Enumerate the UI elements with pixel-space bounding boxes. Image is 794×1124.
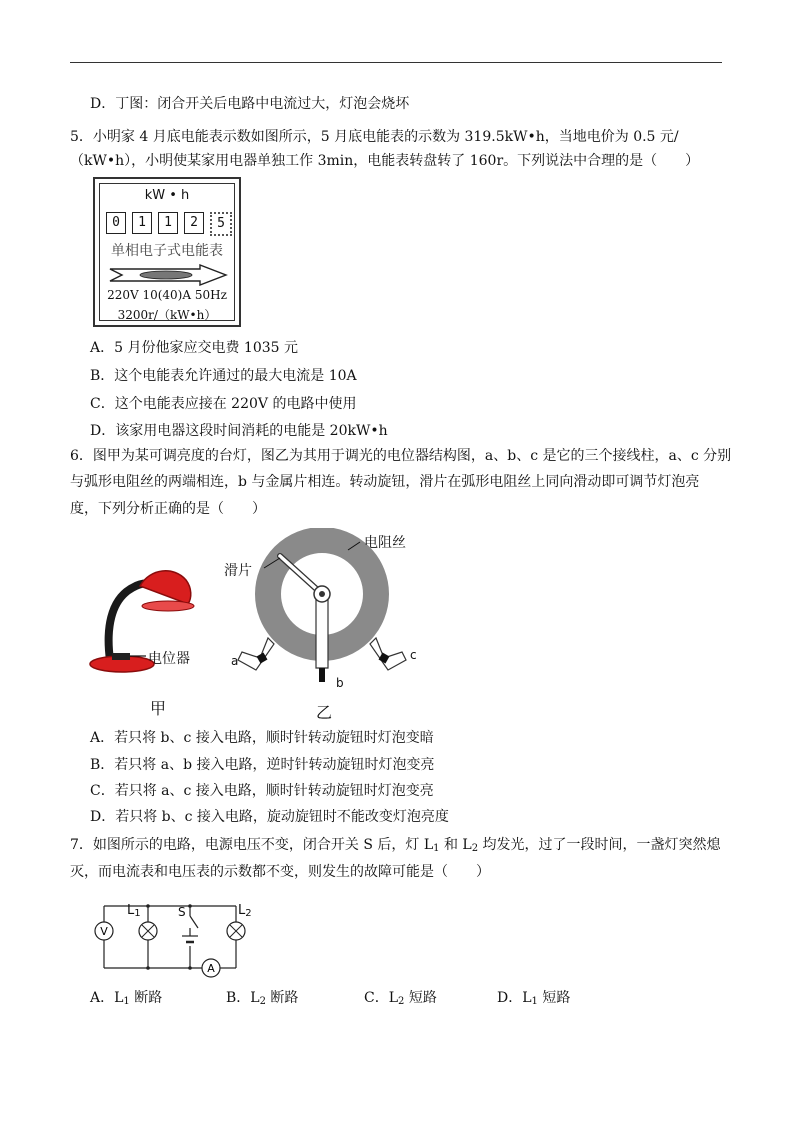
energy-meter-panel — [99, 183, 235, 321]
terminal-c-bracket — [370, 638, 406, 670]
rotation-axle-center — [319, 591, 325, 597]
lamp2-letter: L — [238, 903, 246, 918]
q7-stem-line2: 灭，而电流表和电压表的示数都不变，则发生的故障可能是（ ） — [70, 864, 490, 880]
metal-strip — [316, 594, 328, 668]
label-terminal-c: c — [410, 648, 417, 662]
label-terminal-a: a — [231, 654, 239, 668]
q7-option-b-pre: B．L — [226, 990, 260, 1006]
potentiometer-knob — [112, 653, 130, 660]
voltmeter-label: V — [100, 925, 108, 938]
q5-option-a: A．5 月份他家应交电费 1035 元 — [90, 340, 298, 356]
q7-sub-2: 2 — [471, 843, 479, 854]
lamp1-label — [127, 903, 141, 919]
meter-unit: kW • h — [144, 188, 190, 203]
q5-option-b: B．这个电能表允许通过的最大电流是 10A — [90, 368, 357, 384]
potentiometer-structure-figure — [228, 528, 428, 698]
q6-option-c: C．若只将 a、c 接入电路，顺时针转动旋钮时灯泡变亮 — [90, 783, 434, 799]
q7-sub-1: 1 — [433, 843, 440, 854]
q7-stem-part1: 7．如图所示的电路，电源电压不变，闭合开关 S 后，灯 L — [70, 837, 434, 853]
q6-stem-line2: 与弧形电阻丝的两端相连，b 与金属片相连。转动旋钮，滑片在弧形电阻丝上同向滑动即可调节灯泡亮 — [70, 474, 700, 490]
ammeter-label: A — [207, 962, 215, 975]
lamp-shade — [140, 571, 191, 604]
q6-stem-line1: 6．图甲为某可调亮度的台灯，图乙为其用于调光的电位器结构图，a、b、c 是它的三个接线柱，a、c 分别 — [70, 448, 732, 464]
meter-title: 单相电子式电能表 — [111, 243, 223, 259]
terminal-a-bracket — [238, 638, 274, 670]
q7-option-b-post: 断路 — [265, 990, 299, 1006]
q6-stem-line3: 度，下列分析正确的是（ ） — [70, 501, 266, 517]
lamp1-letter: L — [127, 903, 135, 918]
q7-option-a-pre: A．L — [90, 990, 124, 1006]
lamp-l1-icon — [139, 922, 157, 940]
junction-dot — [188, 904, 192, 908]
meter-digits — [106, 212, 232, 236]
q7-stem-part3: 均发光，过了一段时间，一盏灯突然熄 — [478, 837, 721, 853]
q7-stem-line1 — [70, 835, 721, 859]
label-slider: 滑片 — [224, 563, 252, 579]
q7-option-c — [364, 988, 437, 1012]
q7-stem-part2: 和 L — [439, 837, 472, 853]
meter-spec-constant: 3200r/（kW•h） — [117, 308, 217, 322]
q5-option-c: C．这个电能表应接在 220V 的电路中使用 — [90, 396, 357, 412]
q7-option-d — [497, 988, 570, 1012]
meter-digit: 1 — [132, 212, 152, 234]
caption-yi: 乙 — [316, 703, 333, 722]
q7-option-d-post: 短路 — [537, 990, 571, 1006]
terminal-b-contact — [319, 668, 325, 682]
lamp-shade-rim — [142, 601, 194, 611]
q7-option-d-pre: D．L — [497, 990, 532, 1006]
lamp2-sub: 2 — [245, 908, 252, 919]
q6-option-b: B．若只将 a、b 接入电路，逆时针转动旋钮时灯泡变亮 — [90, 757, 435, 773]
q4-option-d: D．丁图：闭合开关后电路中电流过大，灯泡会烧坏 — [90, 96, 410, 112]
q7-option-b-sub: 2 — [259, 996, 266, 1007]
q7-option-c-post: 短路 — [404, 990, 437, 1006]
label-terminal-b: b — [336, 676, 344, 690]
header-rule — [70, 62, 722, 63]
q7-option-b — [226, 988, 298, 1012]
q7-option-c-pre: C．L — [364, 990, 399, 1006]
junction-dot — [146, 966, 150, 970]
meter-digit: 1 — [158, 212, 178, 234]
q5-stem-line1: 5．小明家 4 月底电能表示数如图所示，5 月底电能表的示数为 319.5kW•h，当地电价为 0.5 元/ — [70, 129, 679, 145]
q7-option-a — [90, 988, 162, 1012]
label-potentiometer: 电位器 — [148, 651, 190, 667]
lamp2-label — [238, 903, 252, 919]
meter-arrow-icon — [108, 264, 230, 286]
lamp-l2-icon — [227, 922, 245, 940]
switch-label: S — [178, 905, 186, 919]
junction-dot — [188, 966, 192, 970]
junction-dot — [146, 904, 150, 908]
battery-icon — [182, 936, 198, 942]
q5-stem-line2: （kW•h），小明使某家用电器单独工作 3min，电能表转盘转了 160r。下列说法中合理的是（ ） — [70, 153, 700, 169]
energy-meter-figure — [93, 177, 241, 327]
q6-option-d: D．若只将 b、c 接入电路，旋动旋钮时不能改变灯泡亮度 — [90, 809, 449, 825]
meter-digit-decimal: 5 — [210, 212, 232, 236]
caption-jia: 甲 — [150, 699, 167, 718]
label-resistance-wire: 电阻丝 — [364, 535, 406, 551]
q7-option-c-sub: 2 — [398, 996, 405, 1007]
q7-option-a-sub: 1 — [123, 996, 130, 1007]
q5-option-d: D．该家用电器这段时间消耗的电能是 20kW•h — [90, 423, 388, 439]
meter-digit: 0 — [106, 212, 126, 234]
q7-option-a-post: 断路 — [129, 990, 163, 1006]
q6-option-a: A．若只将 b、c 接入电路，顺时针转动旋钮时灯泡变暗 — [90, 730, 434, 746]
q7-option-d-sub: 1 — [531, 996, 538, 1007]
meter-digit: 2 — [184, 212, 204, 234]
meter-spec-rating: 220V 10(40)A 50Hz — [107, 288, 227, 302]
switch-blade — [190, 916, 198, 928]
lamp1-sub: 1 — [134, 908, 141, 919]
